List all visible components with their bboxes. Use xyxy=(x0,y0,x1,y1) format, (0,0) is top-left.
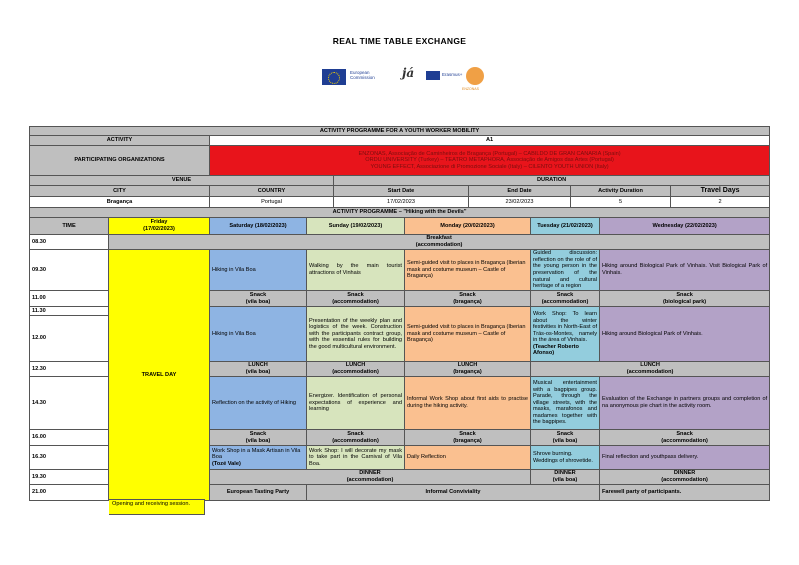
lunch-place: (bragança) xyxy=(453,369,482,375)
org-line-3: YOUNG EFFECT, Associazione di Promozione Sociale (Italy) – CILENTO YOUTH UNION (Italy) xyxy=(370,163,609,170)
saturday-snack-1600 xyxy=(210,430,307,446)
lunch-place: (vila boa) xyxy=(245,369,271,375)
snack-place: (accommodation) xyxy=(332,437,379,444)
time-1600: 16.00 xyxy=(30,430,109,446)
time-2100: 21.00 xyxy=(30,485,109,501)
time-1100: 11.00 xyxy=(30,291,109,307)
enzonas-logo-text: ENZONAS xyxy=(462,87,479,91)
monday-lunch xyxy=(405,362,531,377)
venue-label: VENUE xyxy=(30,176,334,186)
snack-label: Snack xyxy=(556,291,574,298)
time-header: TIME xyxy=(30,218,109,235)
wednesday-header: Wednesday (22/02/2023) xyxy=(600,218,770,235)
programme-title: ACTIVITY PROGRAMME FOR A YOUTH WORKER MOBILITY xyxy=(30,127,770,136)
breakfast-cell xyxy=(109,235,770,250)
wednesday-0930-activity: Hiking around Biological Park of Vinhais. Visit Biological Park of Vinhais. xyxy=(600,250,770,291)
informal-conviviality: Informal Conviviality xyxy=(307,485,600,501)
eu-line1: European xyxy=(350,70,370,75)
org-line-1: ENZONAS, Associação de Caminheiros de Bragança (Portugal) – CABILDO DE GRAN CANARIA (Spain) xyxy=(358,150,621,157)
duration-label: DURATION xyxy=(334,176,770,186)
saturday-lunch xyxy=(210,362,307,377)
snack-place: (vila boa) xyxy=(245,298,271,305)
time-1630: 16.30 xyxy=(30,446,109,470)
snack-label: Snack xyxy=(459,430,476,437)
tuesday-0930-activity: Guided discussion: reflection on the role of of the young person in the preservation of the natural and cultural heritage of a region xyxy=(531,250,600,291)
snack-place: (accommodation) xyxy=(661,437,708,444)
friday-name: Friday xyxy=(150,219,168,226)
org-line-2: ORDU UNIVERSITY (Turkey) – TEATRO METAPHORA, Associação de Amigos das Artes (Portugal) xyxy=(365,157,614,164)
tue-wed-lunch xyxy=(531,362,770,377)
saturday-1630-text: Work Shop in a Mask Artisan in Vila Boa xyxy=(212,447,301,461)
sunday-0930-activity: Walking by the main tourist attractions of Vinhais xyxy=(307,250,405,291)
time-0930: 09.30 xyxy=(30,250,109,291)
time-1930: 19.30 xyxy=(30,470,109,485)
city-value: Bragança xyxy=(30,197,210,208)
activity-value: A1 xyxy=(210,136,770,146)
tuesday-snack-1600 xyxy=(531,430,600,446)
monday-1630-activity: Daily Reflection xyxy=(405,446,531,470)
friday-header xyxy=(109,218,210,235)
start-date-value: 17/02/2023 xyxy=(334,197,469,208)
dinner-tuesday xyxy=(531,470,600,485)
dinner-place: (vila boa) xyxy=(552,477,578,483)
snack-label: Snack xyxy=(347,430,364,437)
dinner-label: DINNER xyxy=(673,470,696,477)
logo-strip xyxy=(322,64,492,94)
saturday-1630-artisan: (Tozé Vale) xyxy=(212,460,241,467)
snack-place: (biological park) xyxy=(662,298,707,305)
saturday-1630-activity xyxy=(210,446,307,470)
ja-logo: já xyxy=(402,66,415,80)
enzonas-logo-icon xyxy=(466,67,484,85)
time-1130: 11.30 xyxy=(30,307,109,316)
programme-subtitle: ACTIVITY PROGRAMME – "Hiking with the Devils" xyxy=(30,208,770,218)
erasmus-logo-text: Erasmus+ xyxy=(442,72,463,77)
tuesday-1630-activity: Shrove burning. Weddings of shrovetide. xyxy=(531,446,600,470)
saturday-1430-activity: Reflection on the activity of Hiking xyxy=(210,377,307,430)
snack-place: (bragança) xyxy=(453,298,482,305)
friday-date: (17/02/2023) xyxy=(143,226,175,232)
participating-label: PARTICIPATING ORGANIZATIONS xyxy=(30,146,210,176)
saturday-0930-activity: Hiking in Vila Boa xyxy=(210,250,307,291)
sunday-snack-1600 xyxy=(307,430,405,446)
snack-place: (accommodation) xyxy=(541,298,589,305)
travel-days-label: Travel Days xyxy=(671,186,770,197)
tuesday-header: Tuesday (21/02/2023) xyxy=(531,218,600,235)
wednesday-2100-activity: Farewell party of participants. xyxy=(600,485,770,501)
saturday-2100-activity: European Tasting Party xyxy=(210,485,307,501)
lunch-label: LUNCH xyxy=(248,362,268,369)
wednesday-1430-activity: Evaluation of the Exchange in partners groups and completion of na anonymous pie chart in the activity room. xyxy=(600,377,770,430)
snack-place: (bragança) xyxy=(453,437,482,444)
tuesday-1430-activity: Musical entertainment with a bagpipes group. Parade, through the village streets, with the masks, marafonos and madames together with the bagpipes. xyxy=(531,377,600,430)
dinner-label: DINNER xyxy=(554,470,576,477)
eu-line2: Commission xyxy=(350,75,375,80)
country-value: Portugal xyxy=(210,197,334,208)
lunch-label: LUNCH xyxy=(457,362,478,369)
monday-0930-activity: Semi-guided visit to places in Bragança (Iberian mask and costume museum – Castle of Bragança) xyxy=(405,250,531,291)
snack-label: Snack xyxy=(249,291,267,298)
snack-place: (vila boa) xyxy=(552,437,578,444)
lunch-place: (accommodation) xyxy=(626,369,674,375)
erasmus-flag-icon xyxy=(426,71,440,80)
dinner-sat-mon xyxy=(210,470,531,485)
monday-1430-activity: Informal Work Shop about first aids to practise during the hiking activity. xyxy=(405,377,531,430)
sunday-1430-activity: Energizer. Identification of personal expectations of experience and learning xyxy=(307,377,405,430)
monday-header: Monday (20/02/2023) xyxy=(405,218,531,235)
sunday-snack-1100 xyxy=(307,291,405,307)
eu-flag-icon xyxy=(322,69,346,85)
tuesday-snack-1100 xyxy=(531,291,600,307)
sunday-1200-activity: Presentation of the weekly plan and logistics of the week. Construction with the participants contract group, with the essential rules for building the good multicultural environment. xyxy=(307,307,405,362)
schedule-table xyxy=(29,126,770,501)
sunday-header: Sunday (19/02/2023) xyxy=(307,218,405,235)
wednesday-1630-activity: Final reflection and youthpass delivery. xyxy=(600,446,770,470)
end-date-label: End Date xyxy=(469,186,571,197)
monday-snack-1600 xyxy=(405,430,531,446)
lunch-label: LUNCH xyxy=(640,362,660,369)
snack-label: Snack xyxy=(249,430,267,437)
snack-label: Snack xyxy=(676,291,693,298)
activity-label: ACTIVITY xyxy=(30,136,210,146)
lunch-place: (accommodation) xyxy=(332,369,379,375)
activity-duration-label: Activity Duration xyxy=(571,186,671,197)
end-date-value: 23/02/2023 xyxy=(469,197,571,208)
wednesday-1200-activity: Hiking around Biological Park of Vinhais. xyxy=(600,307,770,362)
sunday-lunch xyxy=(307,362,405,377)
country-label: COUNTRY xyxy=(210,186,334,197)
tuesday-1200-text: Work Shop: To learn about the winter festivities in North-East of Trás-os-Montes, namely in the área of Vinhais. xyxy=(533,310,597,344)
time-1430: 14.30 xyxy=(30,377,109,430)
lunch-label: LUNCH xyxy=(345,362,366,369)
travel-days-value: 2 xyxy=(671,197,770,208)
activity-duration-value: 5 xyxy=(571,197,671,208)
start-date-label: Start Date xyxy=(334,186,469,197)
time-0830: 08.30 xyxy=(30,235,109,250)
breakfast-place: (accommodation) xyxy=(415,242,463,248)
snack-label: Snack xyxy=(347,291,364,298)
dinner-place: (accommodation) xyxy=(661,477,708,483)
organizations-cell xyxy=(210,146,770,176)
saturday-snack-1100 xyxy=(210,291,307,307)
tuesday-1200-activity xyxy=(531,307,600,362)
snack-label: Snack xyxy=(556,430,574,437)
snack-label: Snack xyxy=(459,291,476,298)
dinner-label: DINNER xyxy=(359,470,381,477)
time-1200: 12.00 xyxy=(30,316,109,362)
city-label: CITY xyxy=(30,186,210,197)
snack-place: (accommodation) xyxy=(332,298,379,305)
monday-snack-1100 xyxy=(405,291,531,307)
dinner-wednesday xyxy=(600,470,770,485)
friday-travel-day: TRAVEL DAY xyxy=(109,250,210,501)
wednesday-snack-1600 xyxy=(600,430,770,446)
wednesday-snack-1100 xyxy=(600,291,770,307)
friday-2100-activity: Opening and receiving session. xyxy=(109,499,205,515)
snack-place: (vila boa) xyxy=(245,437,271,444)
snack-label: Snack xyxy=(676,430,693,437)
saturday-header: Saturday (18/02/2023) xyxy=(210,218,307,235)
eu-commission-logo-text xyxy=(350,70,375,80)
saturday-1200-activity: Hiking in Vila Boa xyxy=(210,307,307,362)
document-title: REAL TIME TABLE EXCHANGE xyxy=(332,36,467,46)
time-1230: 12.30 xyxy=(30,362,109,377)
sunday-1630-activity: Work Shop: I will decorate my mask to take part in the Carnival of Vila Boa. xyxy=(307,446,405,470)
tuesday-1200-teacher: (Teacher Roberto Afonso) xyxy=(533,343,579,357)
monday-1200-activity: Semi-guided visit to places in Bragança (Iberian mask and costume museum – Castle of Bragança) xyxy=(405,307,531,362)
breakfast-label: Breakfast xyxy=(426,235,452,242)
dinner-place: (accommodation) xyxy=(346,477,394,483)
